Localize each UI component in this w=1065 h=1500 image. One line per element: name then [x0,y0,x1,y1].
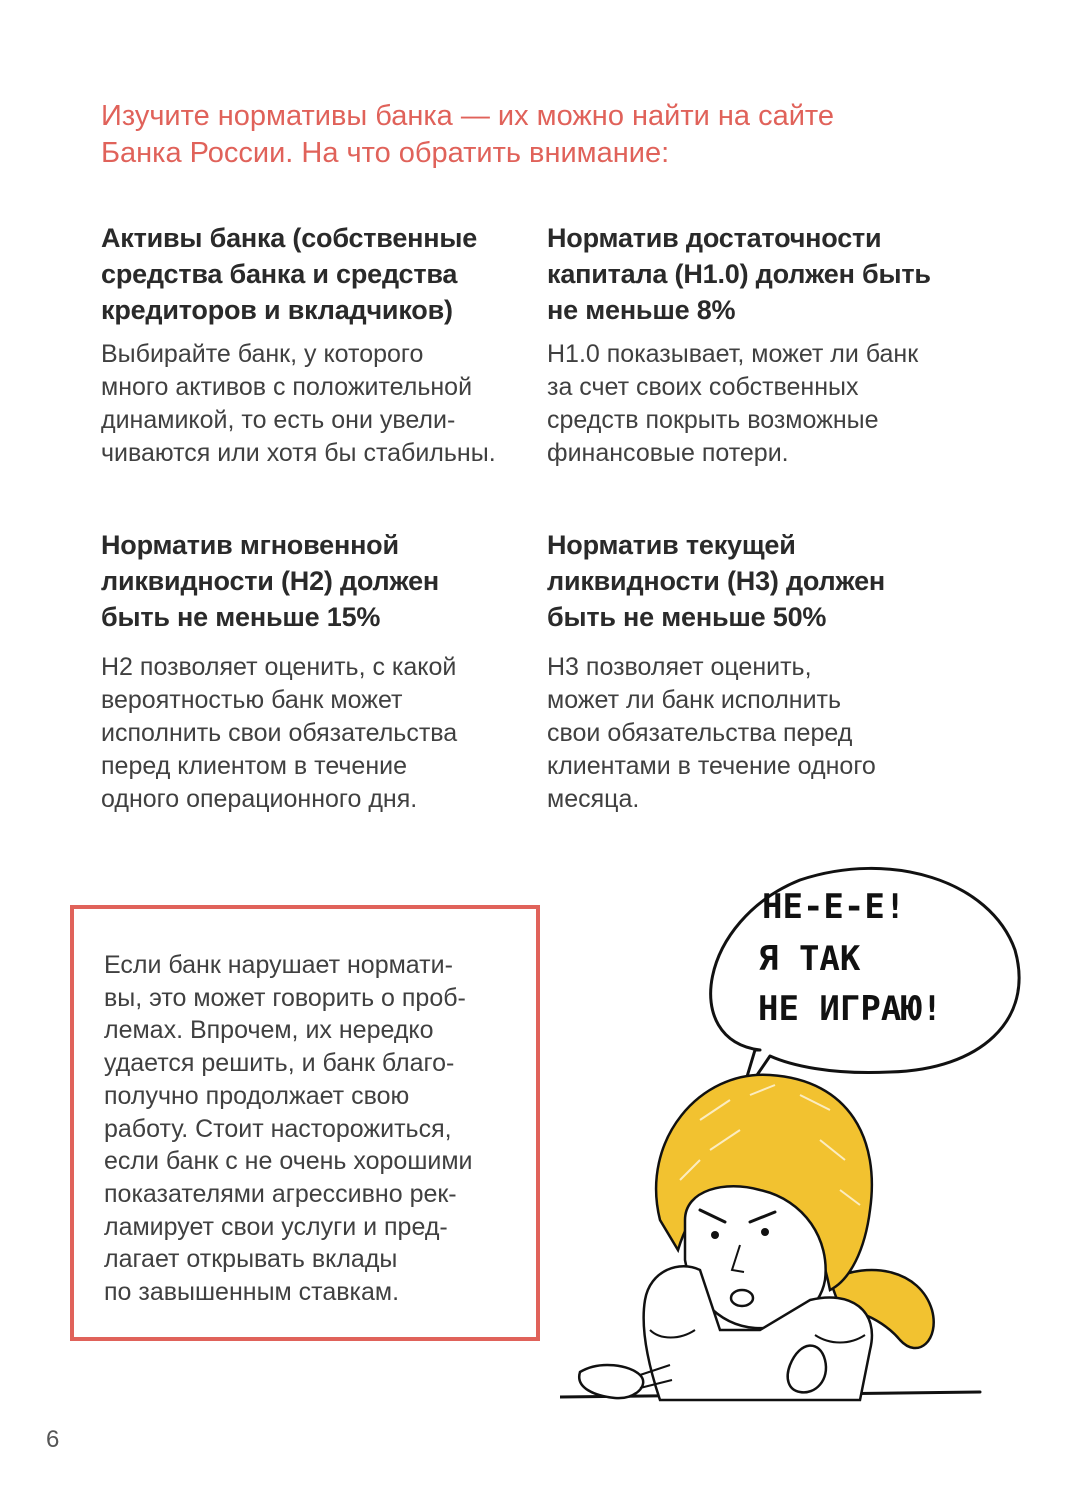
title-line: Активы банка (собственные [101,223,478,253]
bubble-line: НЕ-Е-Е! [762,887,906,927]
speech-bubble [711,868,1019,1100]
page-number: 6 [46,1426,60,1453]
text-line: Н3 позволяет оценить, [547,653,812,681]
text-line: свои обязательства перед [547,719,853,747]
note-line: Если банк нарушает нормати- [104,951,453,979]
text-line: одного операционного дня. [101,785,418,813]
text-line: за счет своих собственных [547,373,859,401]
intro-heading [101,98,981,172]
block-text [547,338,977,470]
note-line: лемах. Впрочем, их нередко [104,1016,434,1045]
title-line: быть не меньше 50% [547,602,827,632]
intro-line: Изучите нормативы банка — их можно найти на сайте [101,100,835,132]
block-current-liquidity [547,527,977,816]
block-text [101,338,531,470]
title-line: Норматив мгновенной [101,530,399,560]
intro-line: Банка России. На что обратить внимание: [101,137,670,169]
note-line: по завышенным ставкам. [104,1278,400,1307]
text-line: Н1.0 показывает, может ли банк [547,340,919,368]
note-line: ламирует свои услуги и пред- [104,1212,448,1241]
text-line: финансовые потери. [547,439,789,467]
title-line: не меньше 8% [547,295,736,325]
text-line: исполнить свои обязательства [101,719,458,747]
block-instant-liquidity [101,527,531,816]
title-line: Норматив достаточности [547,223,882,253]
text-line: перед клиентом в течение [101,752,407,780]
warning-note-text [104,949,473,1309]
block-capital-adequacy [547,220,977,470]
block-title [101,220,531,328]
note-line: вы, это может говорить о проб- [104,983,466,1012]
note-line: лагает открывать вклады [104,1245,398,1274]
note-line: показателями агрессивно рек- [104,1179,457,1208]
title-line: Норматив текущей [547,530,796,560]
text-line: Выбирайте банк, у которого [101,340,424,368]
text-line: чиваются или хотя бы стабильны. [101,439,496,467]
bubble-line: НЕ ИГРАЮ! [758,989,943,1029]
block-title [547,220,977,328]
title-line: ликвидности (Н3) должен [547,566,886,596]
note-line: если банк с не очень хорошими [104,1147,473,1176]
block-text [547,651,977,816]
bubble-line: Я ТАК [758,939,861,979]
girl-illustration [560,860,1030,1420]
block-title [547,527,977,635]
note-line: работу. Стоит насторожиться, [104,1114,452,1143]
text-line: динамикой, то есть они увели- [101,406,456,434]
note-line: удается решить, и банк благо- [104,1049,455,1078]
text-line: много активов с положительной [101,373,473,401]
text-line: средств покрыть возможные [547,406,879,434]
note-line: получно продолжает свою [104,1081,410,1110]
title-line: капитала (Н1.0) должен быть [547,259,931,289]
title-line: ликвидности (Н2) должен [101,566,440,596]
title-line: кредиторов и вкладчиков) [101,295,453,325]
text-line: клиентами в течение одного [547,752,876,780]
text-line: месяца. [547,785,640,813]
text-line: Н2 позволяет оценить, с какой [101,653,457,681]
warning-note-box [70,905,540,1341]
title-line: быть не меньше 15% [101,602,381,632]
title-line: средства банка и средства [101,259,458,289]
block-assets [101,220,531,470]
block-text [101,651,531,816]
text-line: может ли банк исполнить [547,686,842,714]
block-title [101,527,531,635]
text-line: вероятностью банк может [101,686,403,714]
